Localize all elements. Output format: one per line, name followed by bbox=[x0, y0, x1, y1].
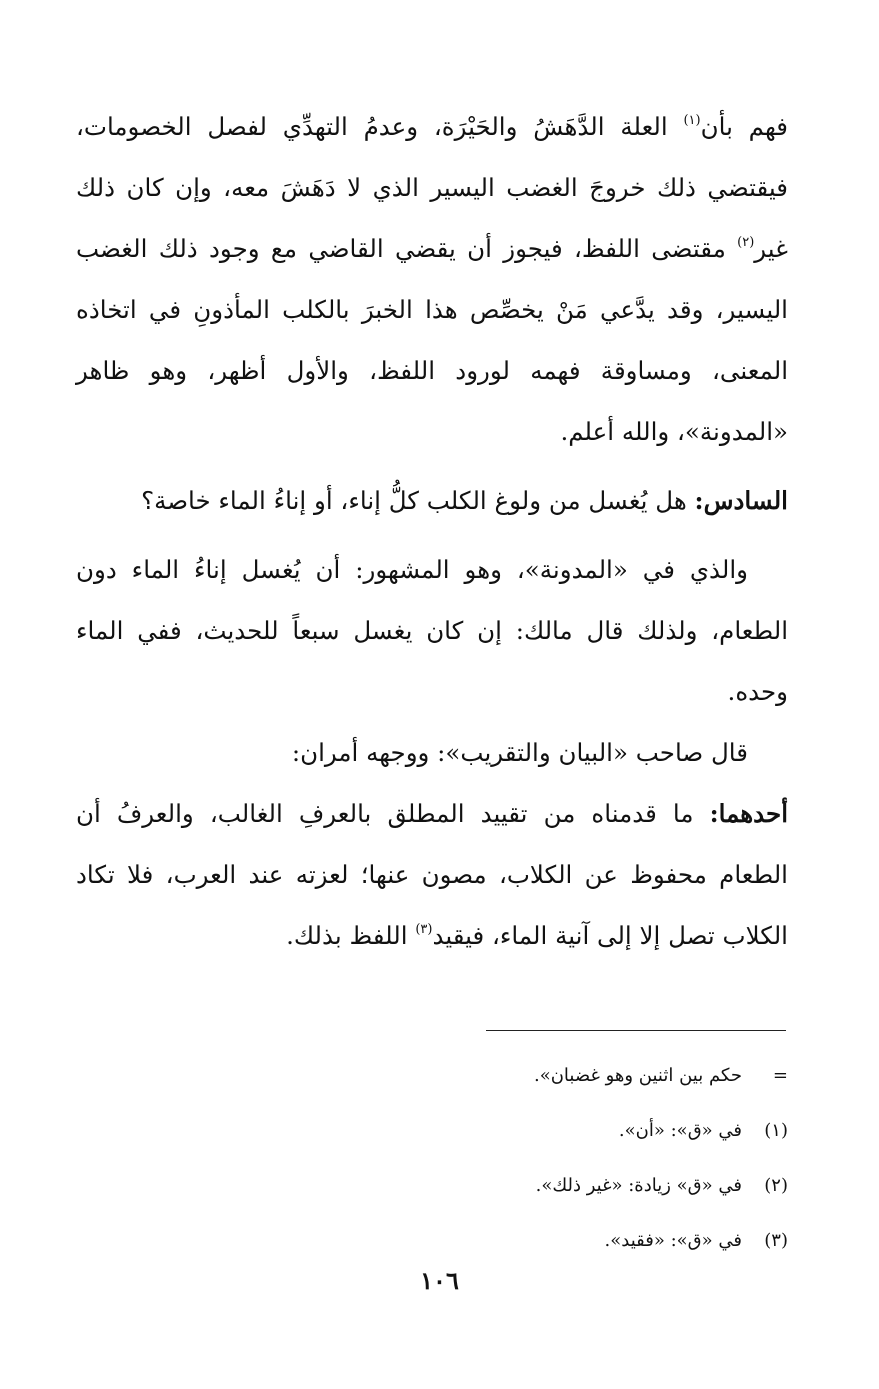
footnote-text: حكم بين اثنين وهو غضبان». bbox=[533, 1065, 742, 1086]
footnote-2 bbox=[300, 1158, 788, 1213]
paragraph-4-text: قال صاحب «البيان والتقريب»: ووجهه أمران: bbox=[291, 738, 748, 767]
footnote-continuation bbox=[300, 1048, 788, 1103]
paragraph-4 bbox=[76, 722, 788, 783]
point-heading-first: أحدهما: bbox=[709, 799, 788, 828]
main-text bbox=[76, 96, 788, 966]
footnote-text: في «ق»: «أن». bbox=[618, 1120, 742, 1141]
footnote-mark: (٢) bbox=[764, 1175, 788, 1196]
footnote-text: في «ق» زيادة: «غير ذلك». bbox=[535, 1175, 742, 1196]
paragraph-3-text: والذي في «المدونة»، وهو المشهور: أن يُغسل إناءُ الماء دون الطعام، ولذلك قال مالك: إن كان يغسل سبعاً للحديث، ففي الماء وحده. bbox=[76, 555, 788, 706]
section-heading-sixth: السادس: bbox=[694, 486, 788, 515]
page-number: ١٠٦ bbox=[420, 1266, 459, 1295]
footnote-3 bbox=[300, 1213, 788, 1268]
footnote-ref-3[interactable]: (٣) bbox=[415, 922, 433, 937]
footnote-text: في «ق»: «فقيد». bbox=[604, 1230, 742, 1251]
footnote-mark: = bbox=[772, 1065, 788, 1086]
paragraph-5-part-b: اللفظ بذلك. bbox=[286, 921, 416, 950]
footnote-1 bbox=[300, 1103, 788, 1158]
footnote-mark: (٣) bbox=[764, 1230, 788, 1251]
footnote-ref-2[interactable]: (٢) bbox=[737, 235, 755, 250]
paragraph-1 bbox=[76, 96, 788, 462]
paragraph-2 bbox=[76, 470, 788, 531]
paragraph-1-part-a: فهم بأن bbox=[700, 112, 788, 141]
paragraph-5-part-a: ما قدمناه من تقييد المطلق بالعرفِ الغالب، والعرفُ أن الطعام محفوظ عن الكلاب، مصون عنها؛ لعزته عند العرب، فلا تكاد الكلاب تصل إلا إلى آنية الماء، فيقيد bbox=[76, 799, 788, 950]
paragraph-1-part-c: مقتضى اللفظ، فيجوز أن يقضي القاضي مع وجود ذلك الغضب اليسير، وقد يدَّعي مَنْ يخصِّص هذا الخبرَ بالكلب المأذونِ في اتخاذه المعنى، ومساوقة فهمه لورود اللفظ، والأول أظهر، وهو ظاهر «المدونة»، والله أعلم. bbox=[76, 234, 788, 446]
paragraph-1-part-b: العلة الدَّهَشُ والحَيْرَة، وعدمُ التهدِّي لفصل الخصومات، فيقتضي ذلك خروجَ الغضب اليسير الذي لا دَهَشَ معه، وإن كان ذلك غير bbox=[76, 112, 788, 263]
paragraph-3 bbox=[76, 539, 788, 722]
footnote-mark: (١) bbox=[764, 1120, 788, 1141]
footnotes bbox=[300, 1048, 788, 1268]
paragraph-2-text: هل يُغسل من ولوغ الكلب كلُّ إناء، أو إناءُ الماء خاصة؟ bbox=[141, 486, 695, 515]
footnote-ref-1[interactable]: (١) bbox=[683, 113, 701, 128]
footnote-separator bbox=[486, 1030, 786, 1031]
paragraph-5 bbox=[76, 783, 788, 966]
